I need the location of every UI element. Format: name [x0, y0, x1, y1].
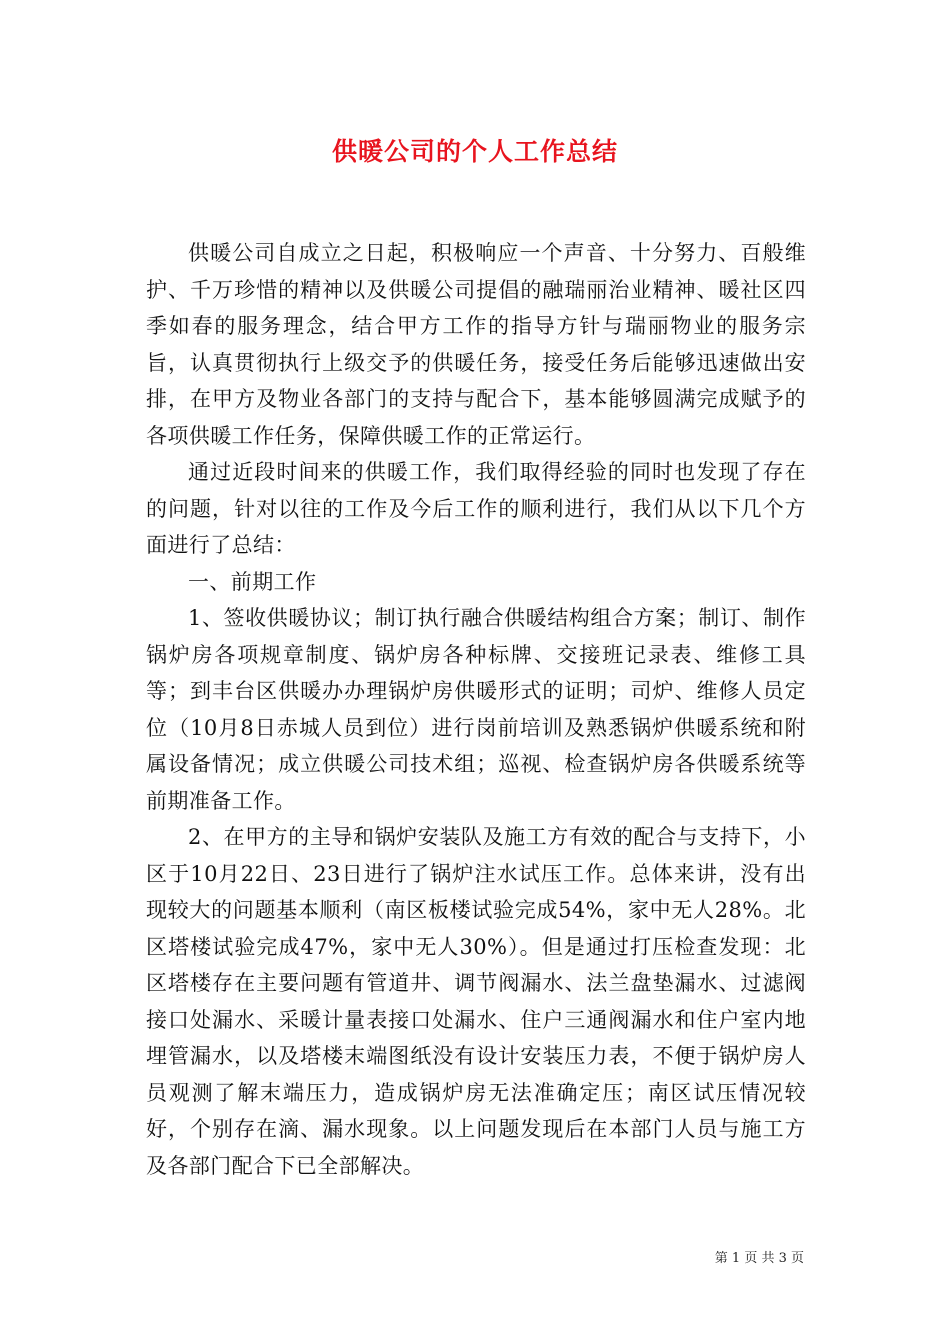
document-body: [146, 235, 806, 1184]
document-title: 供暖公司的个人工作总结: [331, 137, 618, 166]
paragraph-overview: 通过近段时间来的供暖工作，我们取得经验的同时也发现了存在的问题，针对以往的工作及今后工作的顺利进行，我们从以下几个方面进行了总结：: [146, 460, 806, 557]
section-heading-preliminary-work: 一、前期工作: [188, 569, 317, 594]
paragraph-item-2: 2、在甲方的主导和锅炉安装队及施工方有效的配合与支持下，小区于10月22日、23日进行了锅炉注水试压工作。总体来讲，没有出现较大的问题基本顺利（南区板楼试验完成54%，家中无人28%。北区塔楼试验完成47%，家中无人30%）。但是通过打压检查发现：北区塔楼存在主要问题有管道井、调节阀漏水、法兰盘垫漏水、过滤阀接口处漏水、采暖计量表接口处漏水、住户三通阀漏水和住户室内地埋管漏水，以及塔楼末端图纸没有设计安装压力表，不便于锅炉房人员观测了解末端压力，造成锅炉房无法准确定压；南区试压情况较好，个别存在滴、漏水现象。以上问题发现后在本部门人员与施工方及各部门配合下已全部解决。: [146, 825, 806, 1178]
paragraph-item-1: 1、签收供暖协议；制订执行融合供暖结构组合方案；制订、制作锅炉房各项规章制度、锅炉房各种标牌、交接班记录表、维修工具等；到丰台区供暖办办理锅炉房供暖形式的证明；司炉、维修人员定位（10月8日赤城人员到位）进行岗前培训及熟悉锅炉供暖系统和附属设备情况；成立供暖公司技术组；巡视、检查锅炉房各供暖系统等前期准备工作。: [146, 606, 806, 813]
paragraph-intro: 供暖公司自成立之日起，积极响应一个声音、十分努力、百般维护、千万珍惜的精神以及供暖公司提倡的融瑞丽治业精神、暖社区四季如春的服务理念，结合甲方工作的指导方针与瑞丽物业的服务宗旨，认真贯彻执行上级交予的供暖任务，接受任务后能够迅速做出安排，在甲方及物业各部门的支持与配合下，基本能够圆满完成赋予的各项供暖工作任务，保障供暖工作的正常运行。: [146, 241, 806, 448]
page-number-indicator: 第 1 页 共 3 页: [714, 1251, 804, 1266]
